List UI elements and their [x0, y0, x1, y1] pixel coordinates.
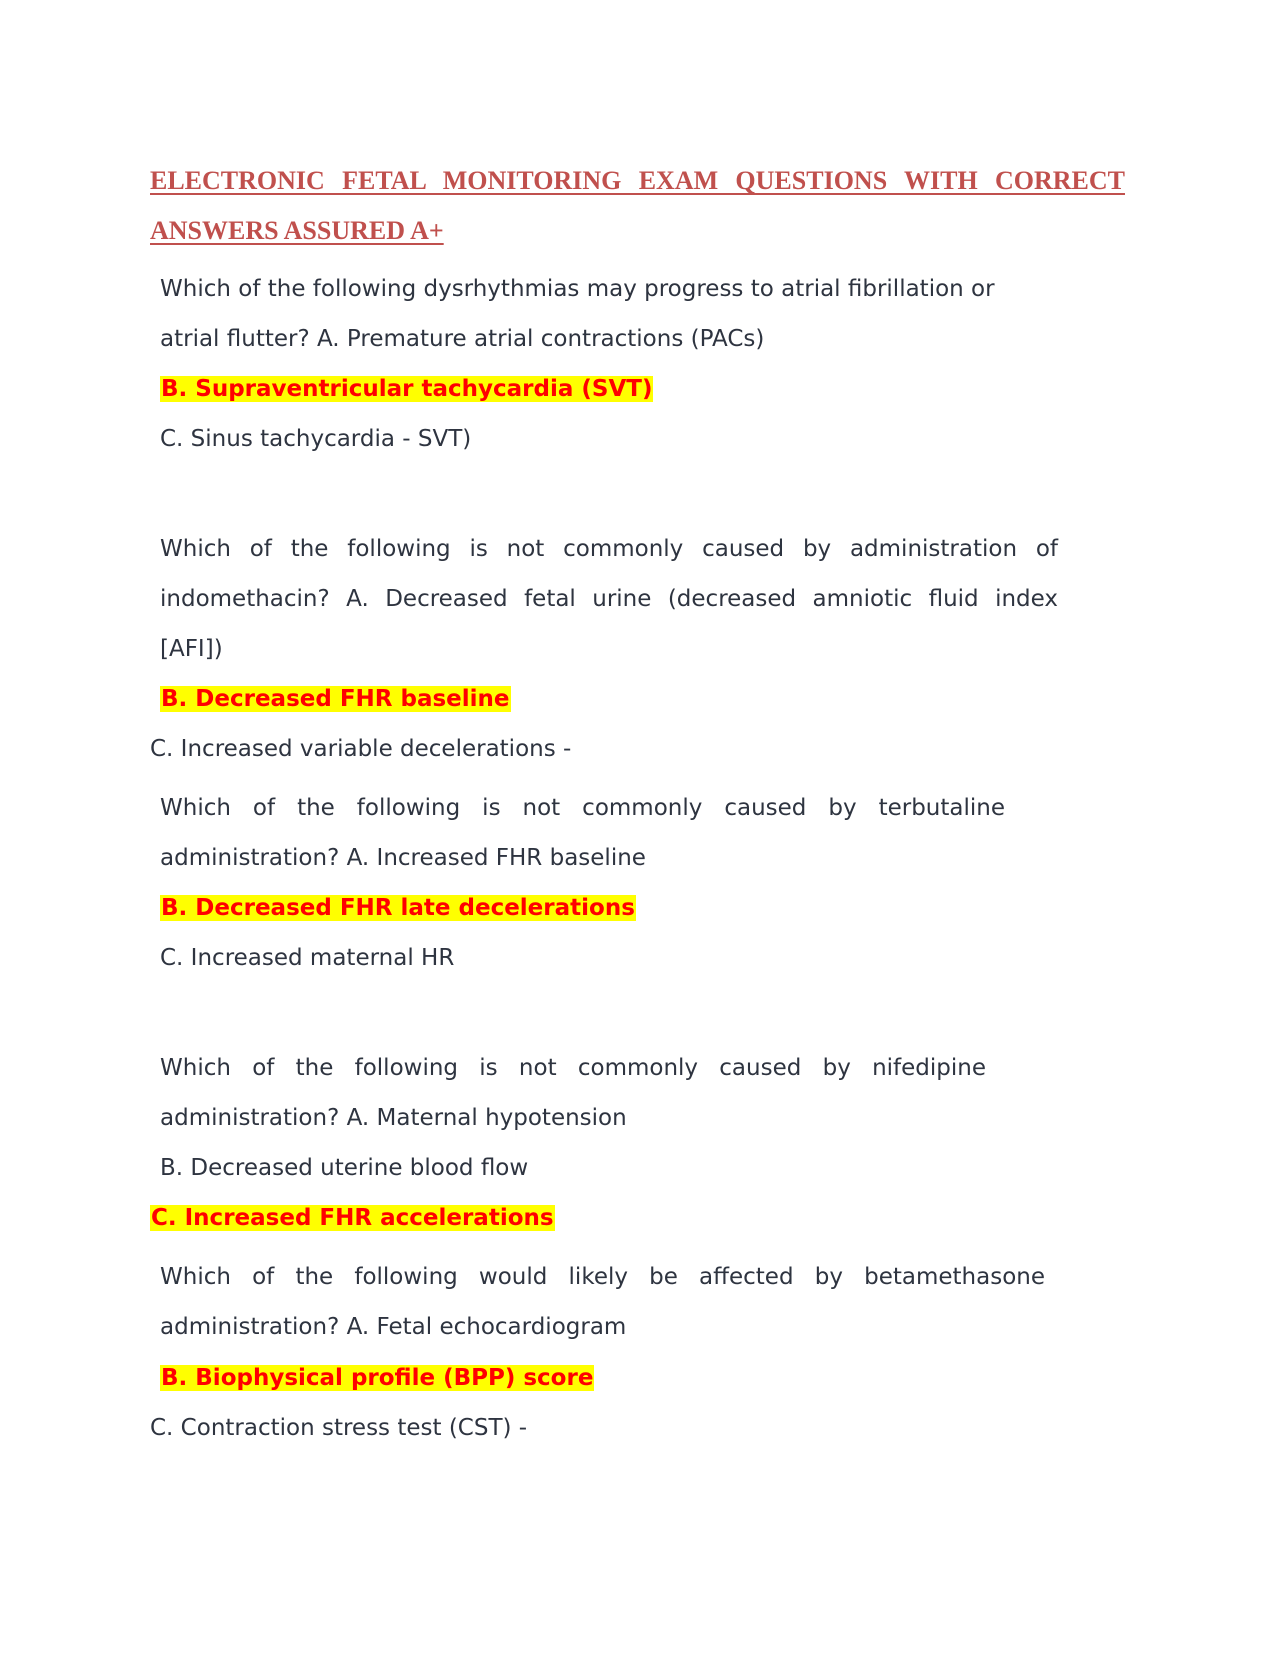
q5-option-c: C. Contraction stress test (CST) -: [150, 1415, 528, 1441]
q2-correct-answer: B. Decreased FHR baseline: [161, 686, 510, 712]
q4-option-b: B. Decreased uterine blood flow: [160, 1155, 529, 1181]
q5-question-line-1: Which of the following would likely be affected by betamethasone: [160, 1264, 1045, 1290]
q2-question-line-3: [AFI]): [160, 636, 223, 662]
q3-question-line-2: administration? A. Increased FHR baseline: [160, 845, 646, 871]
q2-answer-line: [160, 682, 511, 716]
q5-question-line-2: administration? A. Fetal echocardiogram: [160, 1314, 627, 1340]
q1-question-line-2: atrial flutter? A. Premature atrial contractions (PACs): [160, 326, 765, 352]
document-title: ELECTRONIC FETAL MONITORING EXAM QUESTIONS WITH CORRECT ANSWERS ASSURED A+: [150, 166, 1125, 245]
q3-question-line-1: Which of the following is not commonly caused by terbutaline: [160, 795, 1005, 821]
q3-correct-answer: B. Decreased FHR late decelerations: [161, 895, 635, 921]
q4-question-line-2: administration? A. Maternal hypotension: [160, 1105, 627, 1131]
q1-correct-answer: B. Supraventricular tachycardia (SVT): [161, 376, 653, 402]
q1-answer-line: [160, 372, 653, 406]
q5-answer-line: [160, 1361, 594, 1395]
q2-question-line-1: Which of the following is not commonly caused by administration of: [160, 536, 1058, 562]
q1-question-line-1: Which of the following dysrhythmias may progress to atrial fibrillation or: [160, 276, 995, 302]
q4-question-line-1: Which of the following is not commonly caused by nifedipine: [160, 1055, 986, 1081]
q4-correct-answer: C. Increased FHR accelerations: [151, 1205, 554, 1231]
q2-question-line-2: indomethacin? A. Decreased fetal urine (decreased amniotic fluid index: [160, 586, 1058, 612]
q2-option-c: C. Increased variable decelerations -: [150, 736, 572, 762]
q3-option-c: C. Increased maternal HR: [160, 945, 455, 971]
q3-answer-line: [160, 891, 636, 925]
q5-correct-answer: B. Biophysical profile (BPP) score: [161, 1365, 594, 1391]
q1-option-c: C. Sinus tachycardia - SVT): [160, 426, 472, 452]
q4-answer-line: [150, 1201, 555, 1235]
